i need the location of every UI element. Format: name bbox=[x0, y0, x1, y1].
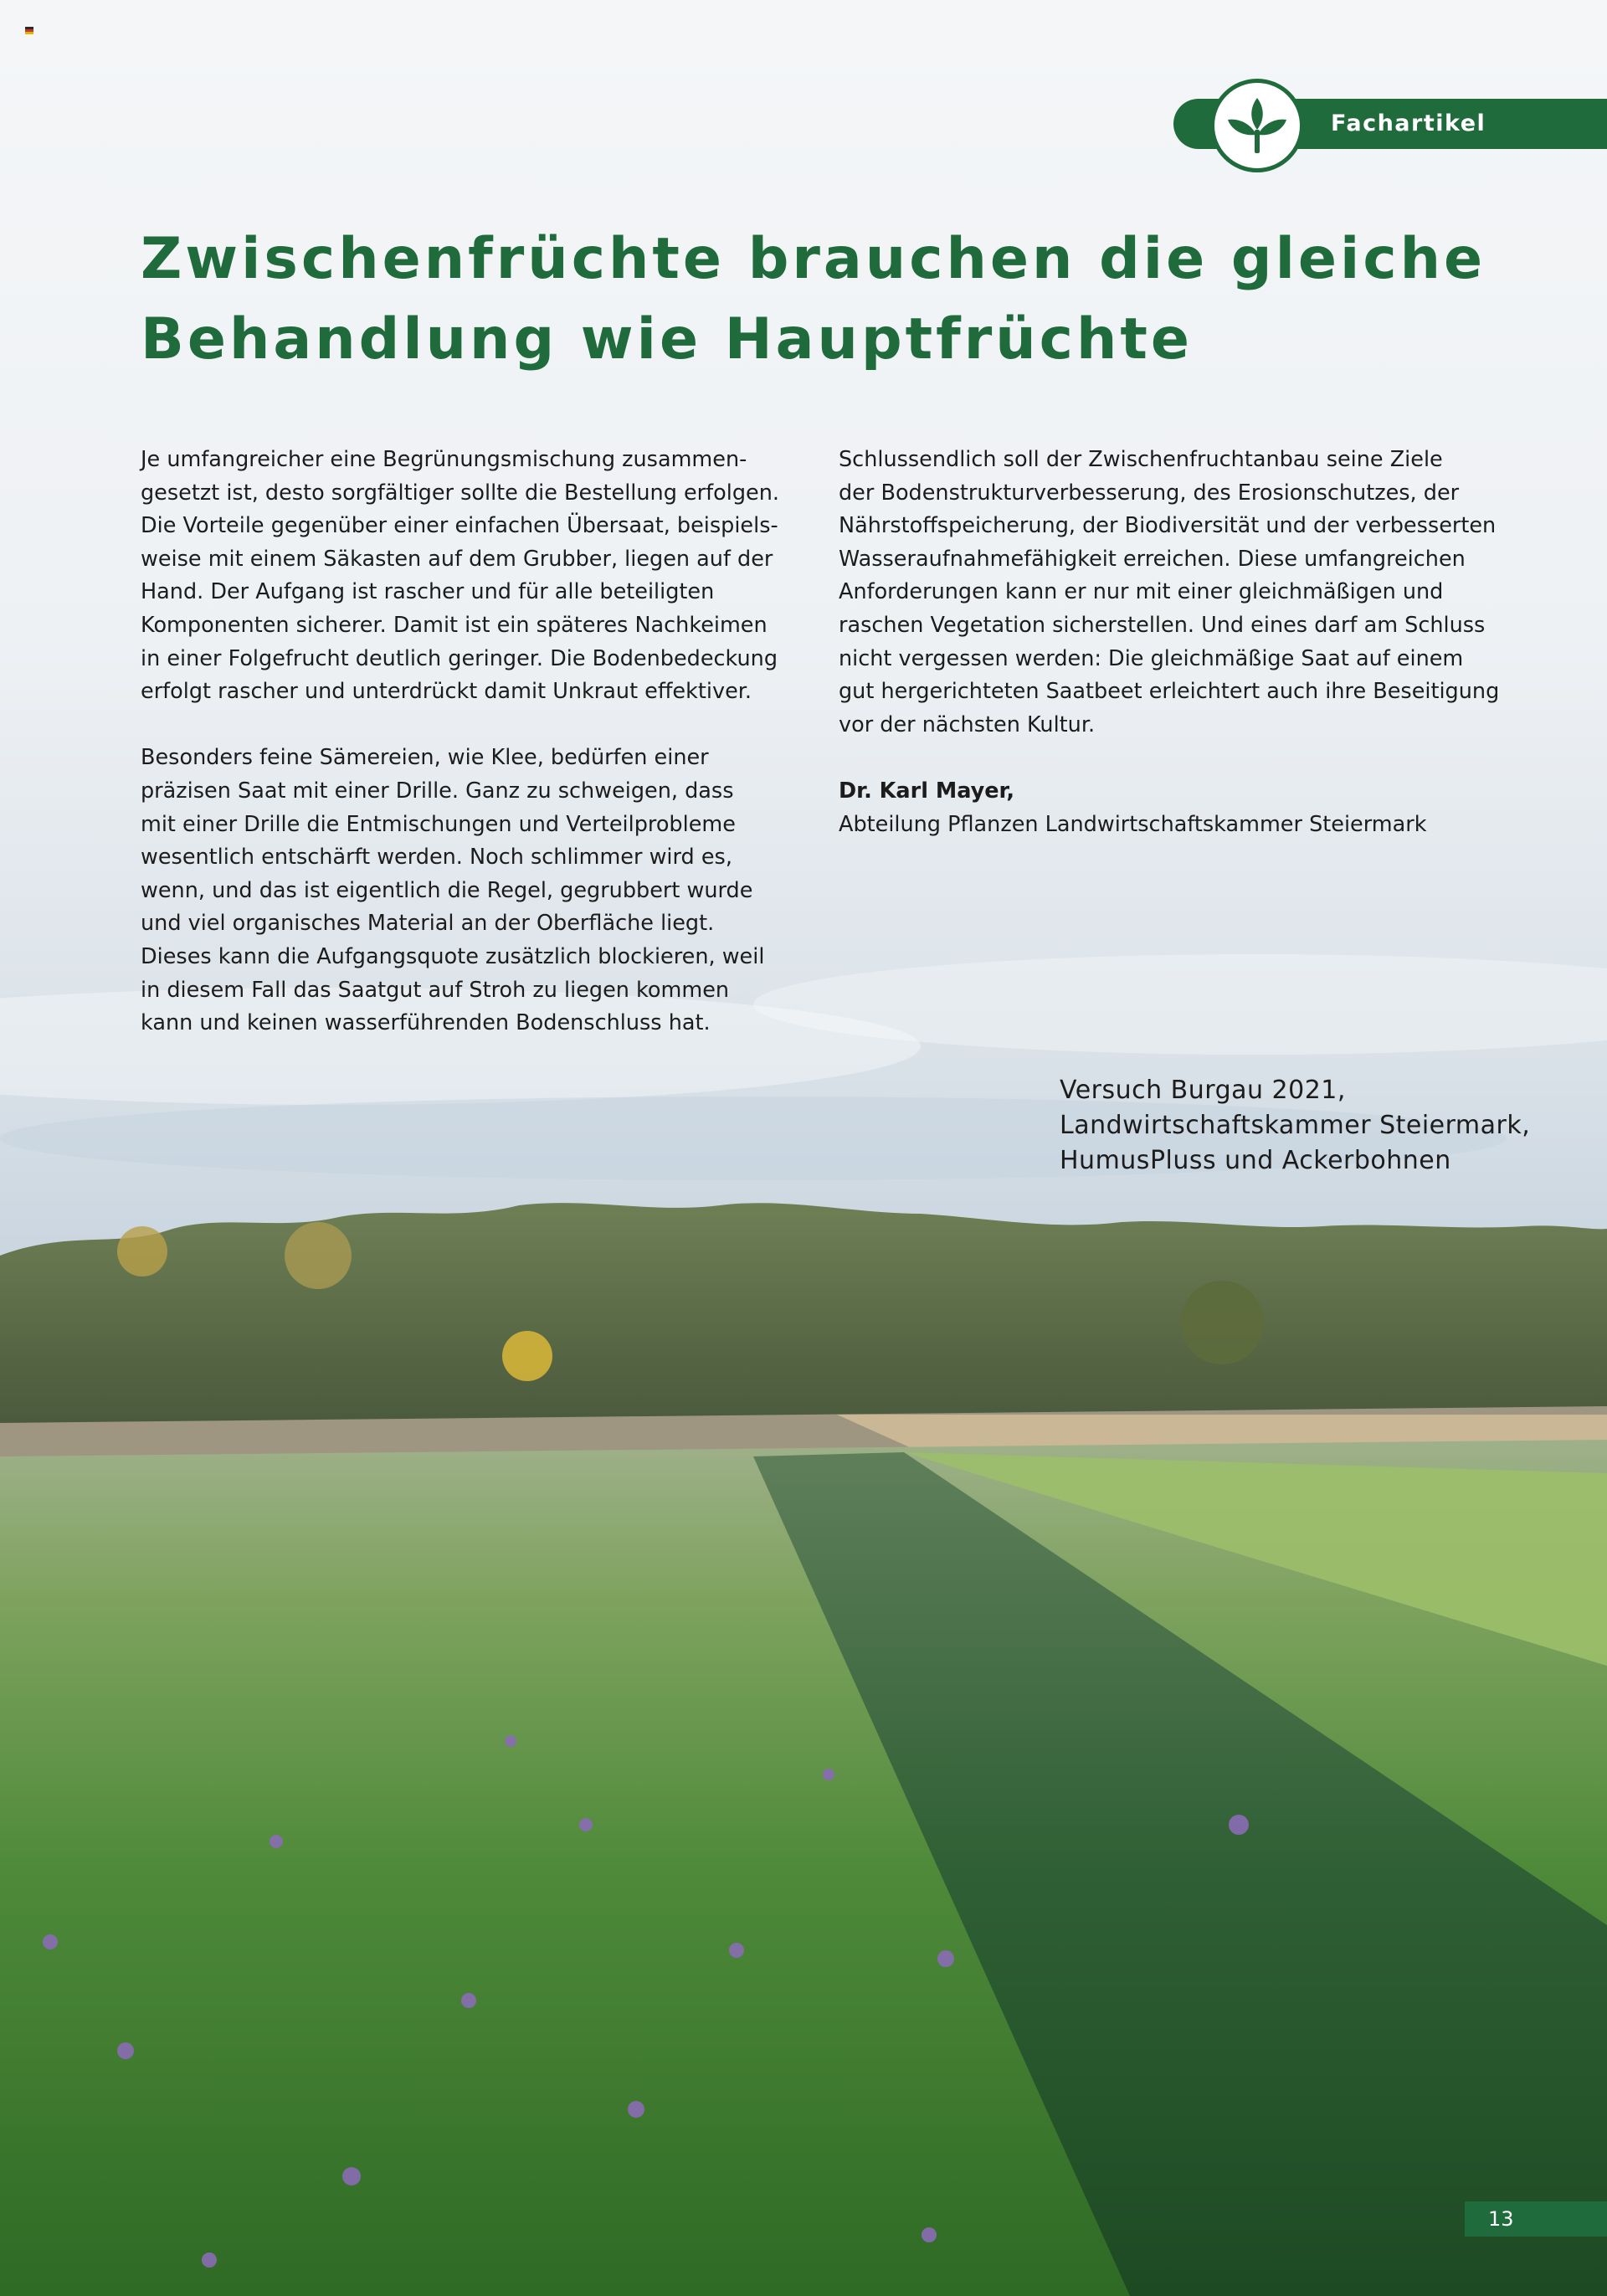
text-line: Hand. Der Aufgang ist rascher und für alle beteiligten bbox=[141, 579, 715, 605]
text-line: wesentlich entschärft werden. Noch schlimmer wird es, bbox=[141, 845, 732, 871]
text-line: raschen Vegetation sicherstellen. Und eines darf am Schluss bbox=[839, 612, 1486, 638]
author-affiliation: Abteilung Pflanzen Landwirtschaftskammer Steiermark bbox=[839, 811, 1427, 837]
article-right-column bbox=[839, 444, 1525, 841]
caption-line: Versuch Burgau 2021, bbox=[1060, 1076, 1346, 1105]
text-line: vor der nächsten Kultur. bbox=[839, 711, 1096, 737]
text-line: gut hergerichteten Saatbeet erleichtert auch ihre Beseitigung bbox=[839, 679, 1500, 705]
text-line: gesetzt ist, desto sorgfältiger sollte die Bestellung erfolgen. bbox=[141, 480, 779, 506]
text-line: weise mit einem Säkasten auf dem Grubber, liegen auf der bbox=[141, 546, 773, 572]
text-line: der Bodenstrukturverbesserung, des Erosionschutzes, der bbox=[839, 480, 1460, 506]
text-line: mit einer Drille die Entmischungen und Verteilprobleme bbox=[141, 811, 736, 837]
paragraph bbox=[839, 444, 1525, 742]
photo-caption bbox=[1060, 1073, 1530, 1179]
text-line: Komponenten sicherer. Damit ist ein späteres Nachkeimen bbox=[141, 612, 768, 638]
text-line: Besonders feine Sämereien, wie Klee, bedürfen einer bbox=[141, 745, 709, 771]
paragraph bbox=[141, 742, 793, 1040]
article-title-line: Zwischenfrüchte brauchen die gleiche bbox=[141, 226, 1486, 292]
author-name: Dr. Karl Mayer, bbox=[839, 778, 1015, 804]
text-line: nicht vergessen werden: Die gleichmäßige Saat auf einem bbox=[839, 645, 1464, 671]
text-line: Je umfangreicher eine Begrünungsmischung zusammen- bbox=[141, 447, 747, 472]
category-badge-label: Fachartikel bbox=[1331, 110, 1486, 136]
author-block bbox=[839, 775, 1525, 841]
page-number: 13 bbox=[1488, 2207, 1514, 2231]
leaf-sprout-icon bbox=[1210, 79, 1304, 172]
text-line: erfolgt rascher und unterdrückt damit Unkraut effektiver. bbox=[141, 679, 752, 705]
article-left-column bbox=[141, 444, 793, 1040]
text-line: Wasseraufnahmefähigkeit erreichen. Diese umfangreichen bbox=[839, 546, 1466, 572]
text-line: in diesem Fall das Saatgut auf Stroh zu liegen kommen bbox=[141, 977, 730, 1003]
caption-line: Landwirtschaftskammer Steiermark, bbox=[1060, 1111, 1531, 1140]
paragraph bbox=[141, 444, 793, 709]
flag-icon bbox=[25, 27, 33, 35]
caption-line: HumusPluss und Ackerbohnen bbox=[1060, 1146, 1451, 1175]
text-line: Die Vorteile gegenüber einer einfachen Übersaat, beispiels- bbox=[141, 513, 778, 539]
text-line: Nährstoffspeicherung, der Biodiversität und der verbesserten bbox=[839, 513, 1497, 539]
page-number-tab bbox=[1465, 2201, 1607, 2237]
text-line: kann und keinen wasserführenden Bodenschluss hat. bbox=[141, 1010, 711, 1036]
text-line: in einer Folgefrucht deutlich geringer. Die Bodenbedeckung bbox=[141, 645, 778, 671]
article-title bbox=[141, 219, 1486, 380]
text-line: Schlussendlich soll der Zwischenfruchtanbau seine Ziele bbox=[839, 447, 1443, 472]
article-title-line: Behandlung wie Hauptfrüchte bbox=[141, 306, 1193, 372]
text-line: Dieses kann die Aufgangsquote zusätzlich blockieren, weil bbox=[141, 943, 765, 969]
text-line: Anforderungen kann er nur mit einer gleichmäßigen und bbox=[839, 579, 1444, 605]
text-line: wenn, und das ist eigentlich die Regel, gegrubbert wurde bbox=[141, 877, 753, 903]
text-line: und viel organisches Material an der Oberfläche liegt. bbox=[141, 911, 715, 937]
text-line: präzisen Saat mit einer Drille. Ganz zu schweigen, dass bbox=[141, 778, 734, 804]
